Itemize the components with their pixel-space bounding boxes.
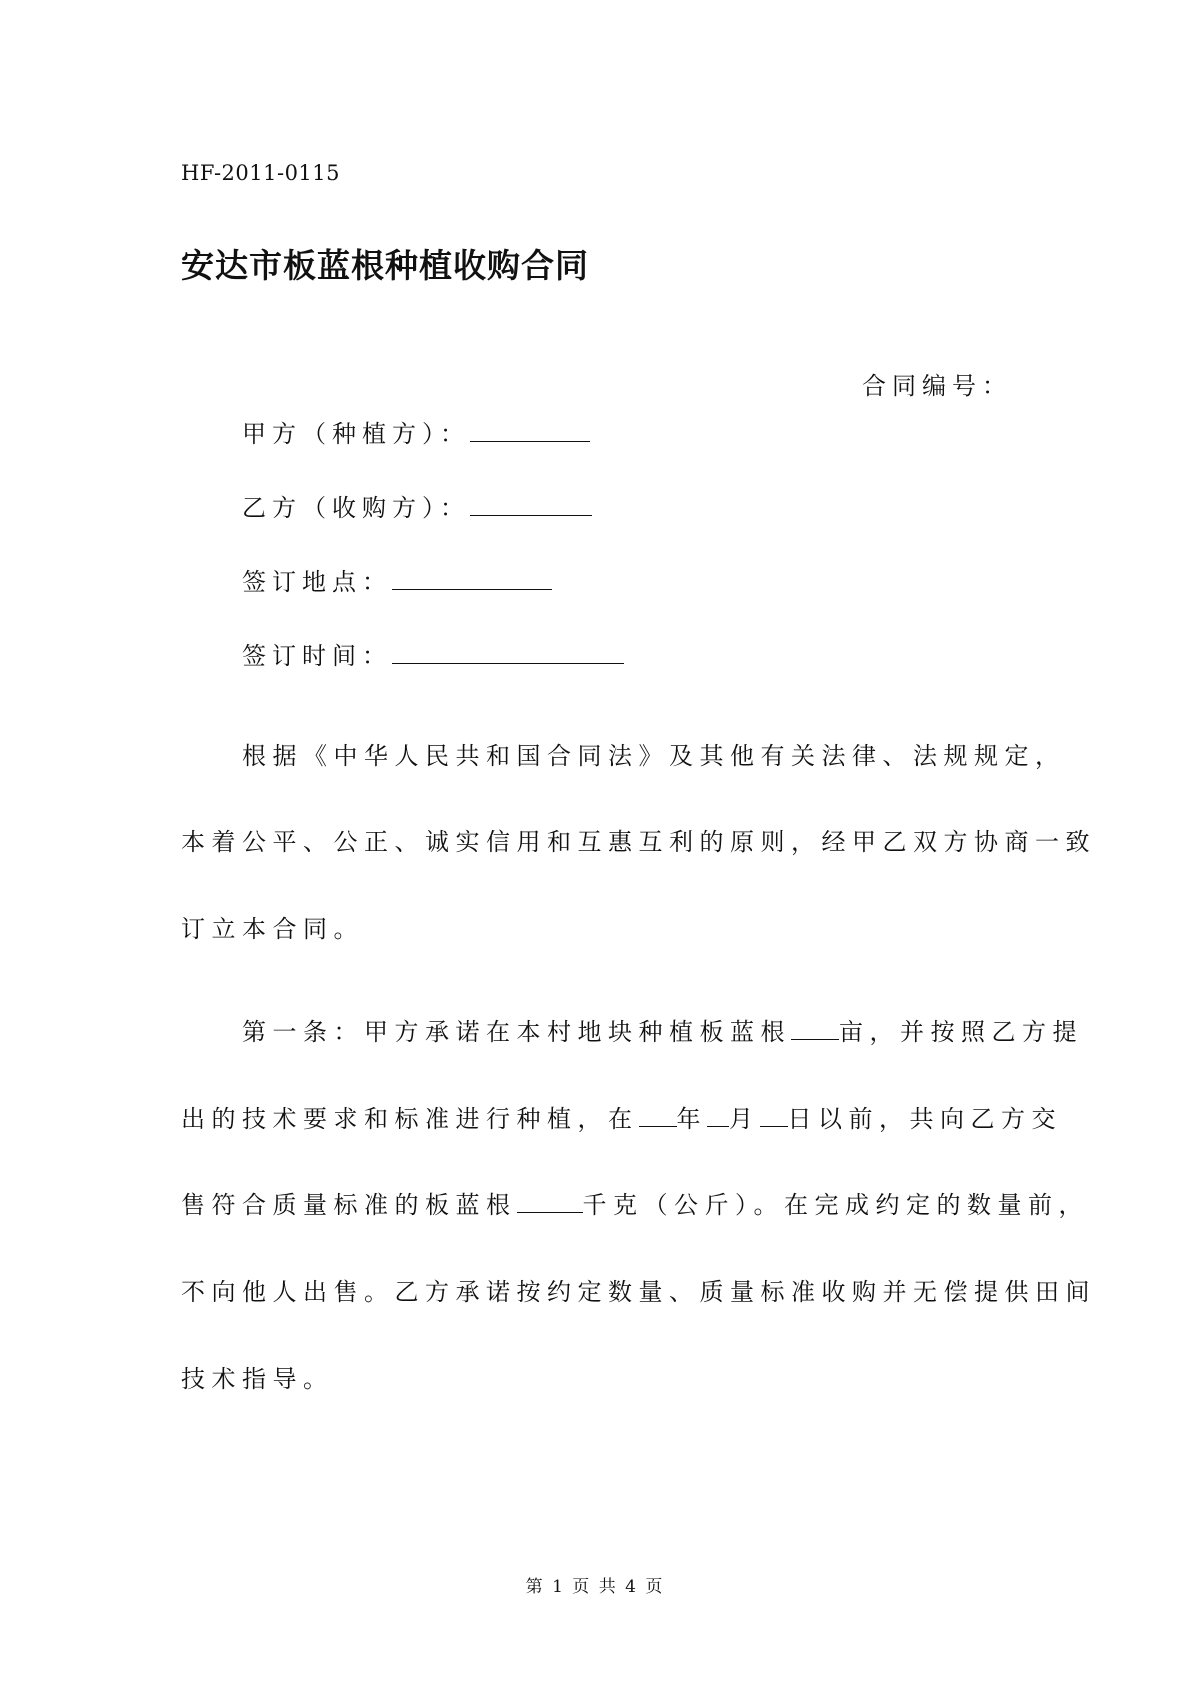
article-1-line <box>181 1185 1089 1220</box>
page-number-footer: 第 1 页 共 4 页 <box>525 1577 665 1597</box>
article-1-text: 亩，并按照乙方提 <box>839 1018 1083 1046</box>
article-1-text: 日以前，共向乙方交 <box>787 1105 1062 1133</box>
party-a-blank <box>470 419 590 442</box>
document-code: HF-2011-0115 <box>181 161 341 185</box>
sign-time-label: 签订时间： <box>242 642 392 670</box>
contract-number-label: 合同编号： <box>862 372 1012 400</box>
preamble-line: 根据《中华人民共和国合同法》及其他有关法律、法规规定， <box>242 742 1066 770</box>
article-1-line <box>181 1099 1062 1134</box>
document-title: 安达市板蓝根种植收购合同 <box>181 246 589 285</box>
article-1-line: 不向他人出售。乙方承诺按约定数量、质量标准收购并无偿提供田间 <box>181 1278 1096 1306</box>
year-blank <box>639 1104 677 1127</box>
article-1-text: 年 <box>676 1105 707 1133</box>
sign-time-blank <box>392 641 624 664</box>
article-1-line <box>242 1012 1083 1047</box>
party-b-label: 乙方（收购方）： <box>242 494 470 522</box>
preamble-line: 本着公平、公正、诚实信用和互惠互利的原则，经甲乙双方协商一致 <box>181 828 1096 856</box>
party-a-field <box>242 414 590 449</box>
sign-place-label: 签订地点： <box>242 568 392 596</box>
party-b-field <box>242 488 592 523</box>
article-1-line: 技术指导。 <box>181 1365 334 1393</box>
article-1-text: 出的技术要求和标准进行种植，在 <box>181 1105 639 1133</box>
party-b-blank <box>470 493 592 516</box>
day-blank <box>760 1104 788 1127</box>
sign-place-blank <box>392 567 552 590</box>
article-1-text: 第一条：甲方承诺在本村地块种植板蓝根 <box>242 1018 791 1046</box>
article-1-text: 月 <box>729 1105 760 1133</box>
acreage-blank <box>791 1017 839 1040</box>
month-blank <box>707 1104 729 1127</box>
sign-time-field <box>242 636 624 671</box>
preamble-line: 订立本合同。 <box>181 915 364 943</box>
sign-place-field <box>242 562 552 597</box>
weight-blank <box>517 1190 583 1213</box>
article-1-text: 售符合质量标准的板蓝根 <box>181 1191 517 1219</box>
article-1-text: 千克（公斤）。在完成约定的数量前， <box>582 1191 1089 1219</box>
party-a-label: 甲方（种植方）： <box>242 420 470 448</box>
